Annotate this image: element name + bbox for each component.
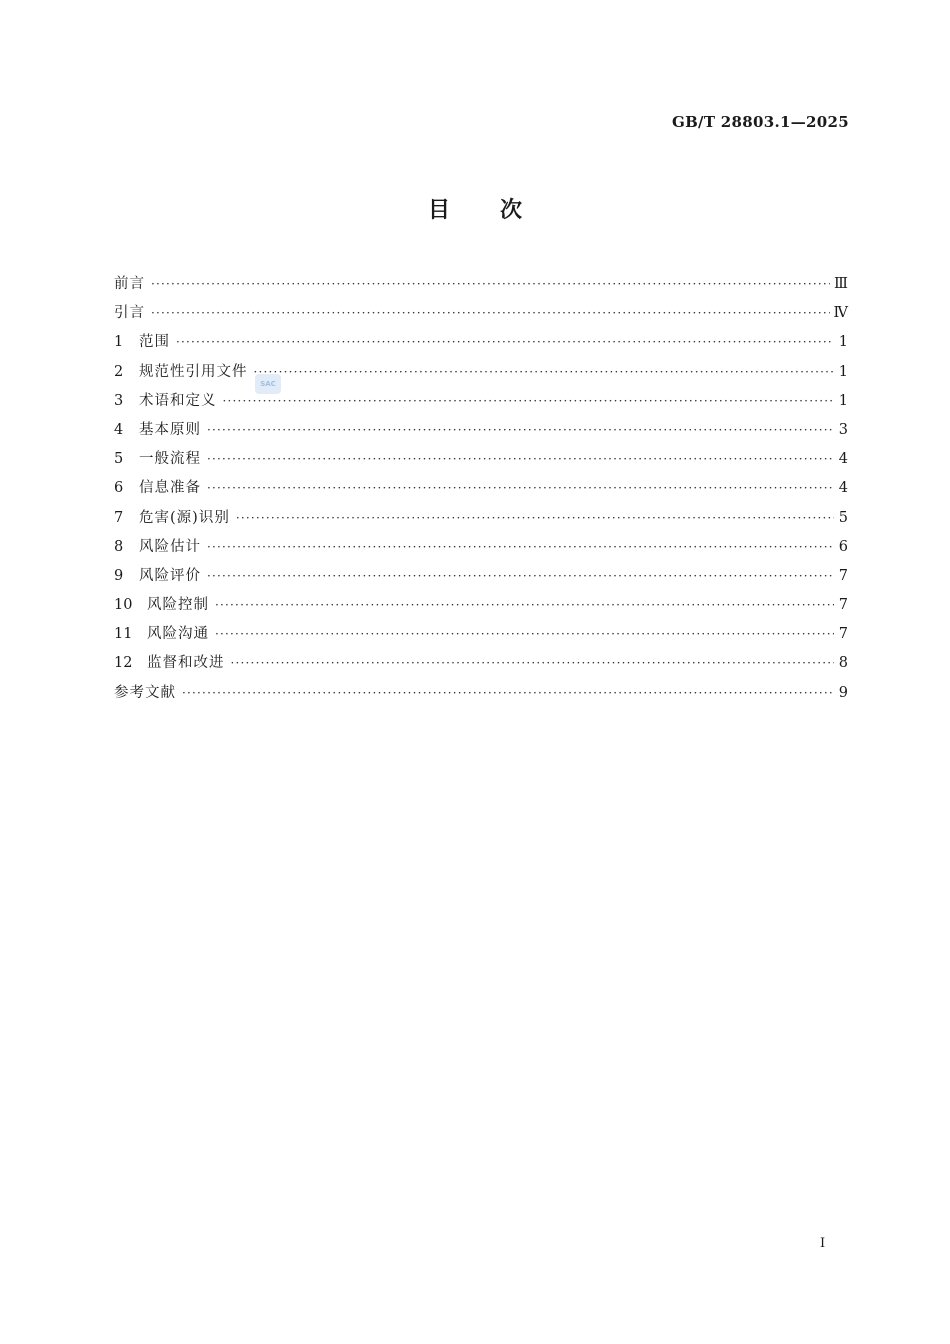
toc-leader-dots	[207, 533, 834, 562]
toc-entry-foreword[interactable]	[114, 270, 848, 299]
toc-entry-page: 1	[838, 363, 848, 380]
toc-entry-12[interactable]	[114, 649, 848, 678]
toc-entry-page: 1	[838, 334, 848, 351]
toc-entry-5[interactable]	[114, 445, 848, 474]
toc-entry-label: 信息准备	[139, 480, 201, 497]
toc-entry-7[interactable]	[114, 504, 848, 533]
toc-entry-page: 8	[838, 655, 848, 672]
toc-entry-label: 监督和改进	[147, 655, 225, 672]
toc-entry-3[interactable]	[114, 387, 848, 416]
toc-entry-label: 基本原则	[139, 421, 201, 438]
toc-entry-page: Ⅲ	[834, 276, 848, 292]
toc-leader-dots	[182, 679, 834, 708]
title-char-1: 目	[427, 198, 450, 223]
toc-leader-dots	[215, 591, 834, 620]
toc-entry-number: 5	[114, 451, 124, 468]
toc-leader-dots	[151, 299, 830, 328]
toc-entry-page: Ⅳ	[833, 305, 848, 322]
toc-entry-introduction[interactable]	[114, 299, 848, 328]
toc-entry-1[interactable]	[114, 328, 848, 357]
toc-entry-page: 7	[838, 567, 848, 584]
toc-entry-page: 4	[838, 480, 848, 497]
document-code: GB/T 28803.1—2025	[671, 113, 849, 131]
toc-entry-number: 3	[114, 392, 124, 409]
toc-entry-page: 4	[838, 451, 848, 468]
toc-entry-number: 8	[114, 538, 124, 555]
toc-entry-label: 风险评价	[139, 567, 201, 584]
toc-leader-dots	[215, 620, 834, 649]
toc-entry-page: 6	[838, 538, 848, 555]
toc-leader-dots	[207, 445, 834, 474]
toc-entry-number: 9	[114, 567, 124, 584]
toc-entry-label: 规范性引用文件	[139, 363, 248, 380]
toc-leader-dots	[254, 358, 835, 387]
toc-entry-number: 11	[114, 626, 133, 643]
page-title	[0, 193, 950, 224]
toc-entry-11[interactable]	[114, 620, 848, 649]
toc-entry-label: 前言	[114, 276, 145, 292]
toc-entry-number: 7	[114, 509, 124, 526]
toc-entry-label: 引言	[114, 305, 145, 322]
toc-entry-label: 参考文献	[114, 684, 176, 701]
table-of-contents	[114, 270, 848, 708]
toc-leader-dots	[231, 649, 835, 678]
toc-entry-label: 风险控制	[147, 597, 209, 614]
toc-entry-page: 1	[838, 392, 848, 409]
toc-entry-6[interactable]	[114, 474, 848, 503]
toc-entry-8[interactable]	[114, 533, 848, 562]
toc-leader-dots	[236, 504, 834, 533]
toc-entry-number: 12	[114, 655, 133, 672]
toc-entry-label: 范围	[139, 334, 170, 351]
toc-entry-number: 2	[114, 363, 124, 380]
toc-entry-label: 风险估计	[139, 538, 201, 555]
toc-leader-dots	[223, 387, 835, 416]
toc-leader-dots	[151, 270, 830, 299]
toc-entry-label: 一般流程	[139, 451, 201, 468]
toc-entry-label: 术语和定义	[139, 392, 217, 409]
toc-entry-page: 7	[838, 626, 848, 643]
toc-entry-page: 3	[838, 421, 848, 438]
toc-entry-page: 7	[838, 597, 848, 614]
toc-entry-4[interactable]	[114, 416, 848, 445]
title-char-2: 次	[500, 198, 523, 223]
toc-entry-10[interactable]	[114, 591, 848, 620]
toc-entry-number: 1	[114, 334, 124, 351]
toc-leader-dots	[176, 328, 834, 357]
toc-leader-dots	[207, 416, 834, 445]
toc-leader-dots	[207, 562, 834, 591]
toc-entry-page: 9	[838, 684, 848, 701]
sac-watermark-logo: SAC	[255, 374, 281, 394]
page-number: I	[820, 1236, 826, 1251]
toc-entry-number: 6	[114, 480, 124, 497]
toc-leader-dots	[207, 474, 834, 503]
toc-entry-9[interactable]	[114, 562, 848, 591]
toc-entry-number: 10	[114, 597, 133, 614]
toc-entry-label: 风险沟通	[147, 626, 209, 643]
toc-entry-bibliography[interactable]	[114, 679, 848, 708]
toc-entry-label: 危害(源)识别	[139, 509, 230, 526]
toc-entry-number: 4	[114, 421, 124, 438]
toc-entry-2[interactable]	[114, 358, 848, 387]
toc-entry-page: 5	[838, 509, 848, 526]
